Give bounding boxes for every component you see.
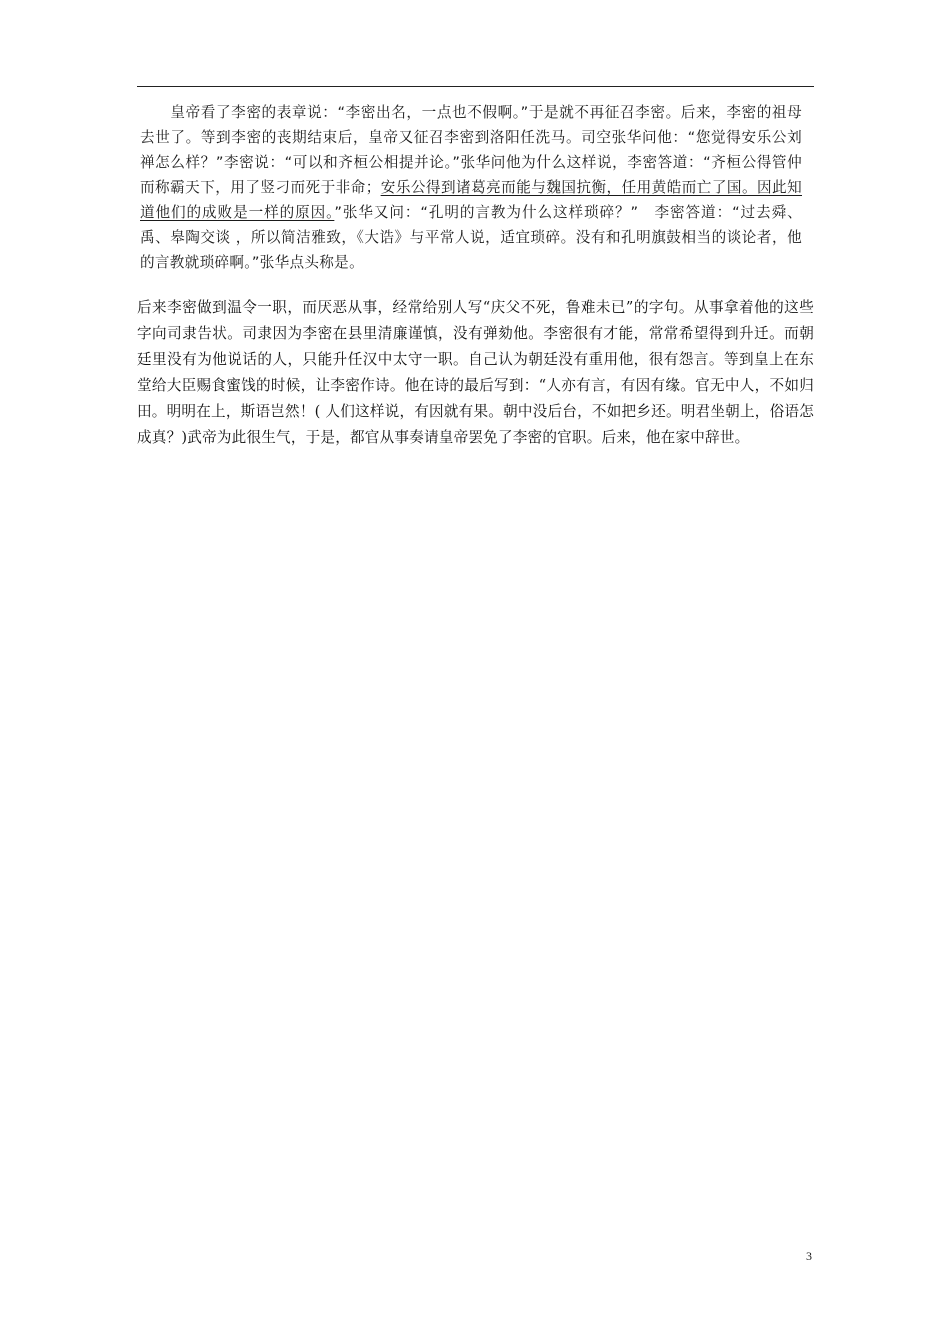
quote-underlined-text: 安乐公得到诸葛亮而能与魏国抗衡，任用黄皓而亡了国。因此知道他们的成败是一样的原因。: [140, 179, 802, 221]
header-rule: [137, 86, 814, 87]
body-paragraph: 后来李密做到温令一职，而厌恶从事，经常给别人写“庆父不死，鲁难未已”的字句。从事拿着他的这些字向司隶告状。司隶因为李密在县里清廉谨慎，没有弹劾他。李密很有才能，常常希望得到升迁。而朝廷里没有为他说话的人，只能升任汉中太守一职。自己认为朝廷没有重用他，很有怨言。等到皇上在东堂给大臣赐食蜜饯的时候，让李密作诗。他在诗的最后写到：“人亦有言，有因有缘。官无中人，不如归田。明明在上，斯语岂然！( 人们这样说，有因就有果。朝中没后台，不如把乡还。明君坐朝上，俗语怎成真？)武帝为此很生气，于是，都官从事奏请皇帝罢免了李密的官职。后来，他在家中辞世。: [137, 299, 814, 446]
page-number: 3: [806, 1249, 812, 1263]
quote-text-part-1: 皇帝看了李密的表章说：“李密出名，一点也不假啊。”于是就不再征召李密。后来，李密的祖母去世了。等到李密的丧期结束后，皇帝又征召李密到洛阳任洗马。司空张华问他：“您觉得安乐公刘禅怎么样？”李密说：“可以和齐桓公相提并论。”张华问他为什么这样说，李密答道：“齐桓公得管仲而称霸天下，用了竖刁而死于非命；: [140, 104, 802, 196]
quote-text-part-2: ”张华又问：“孔明的言教为什么这样琐碎？” 李密答道：“过去舜、禹、皋陶交谈 ，所以简洁雅致，《大诰》与平常人说，适宜琐碎。没有和孔明旗鼓相当的谈论者，他的言教就琐碎啊。”张华点头称是。: [140, 204, 802, 271]
scanned-quote-paragraph: [140, 100, 802, 275]
